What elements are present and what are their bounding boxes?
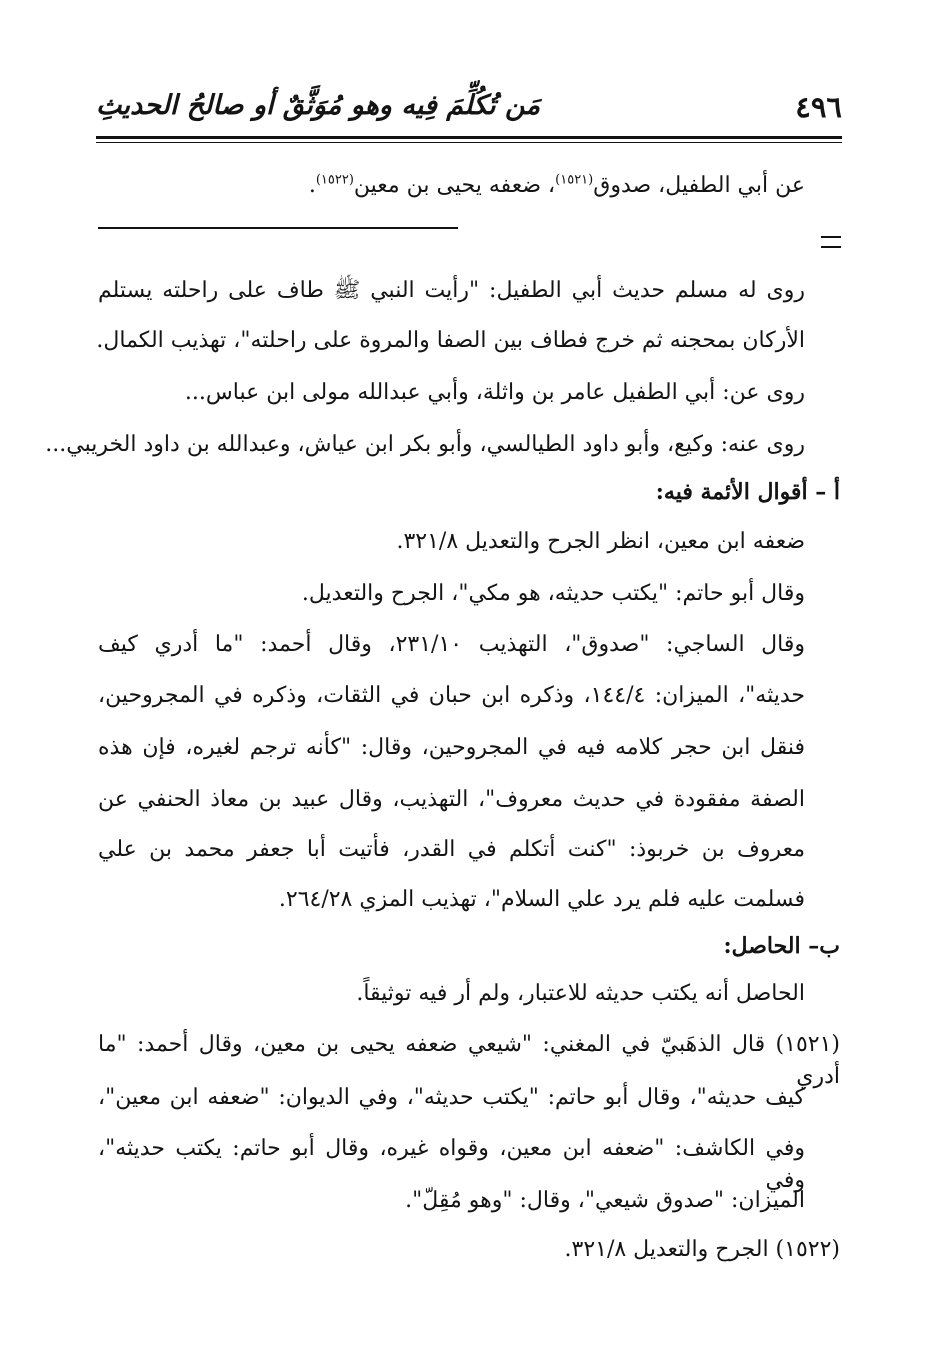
- body-line: الأركان بمحجنه ثم خرج فطاف بين الصفا والمروة على راحلته"، تهذيب الكمال.: [96, 328, 805, 353]
- body-line: وقال أبو حاتم: "يكتب حديثه، هو مكي"، الجرح والتعديل.: [301, 581, 805, 606]
- footnote-line: وفي الكاشف: "ضعفه ابن معين، وقواه غيره، وقال أبو حاتم: يكتب حديثه"، وفي: [98, 1136, 805, 1193]
- body-line: فنقل ابن حجر كلامه فيه في المجروحين، وقال: "كأنه ترجم لغيره، فإن هذه: [98, 735, 805, 760]
- running-title: مَن تُكُلِّمَ فِيه وهو مُوَثَّقٌ أو صالحُ الحديثِ: [96, 90, 541, 121]
- intro-line: [98, 170, 805, 202]
- footnote-ref[interactable]: (١٥٢١): [555, 172, 594, 188]
- separator-rule: [98, 227, 458, 229]
- page-number: ٤٩٦: [795, 90, 842, 124]
- body-line: روى عنه: وكيع، وأبو داود الطيالسي، وأبو بكر ابن عياش، وعبدالله بن داود الخريبي...: [45, 432, 805, 457]
- intro-text: .: [308, 173, 316, 198]
- body-line: معروف بن خربوذ: "كنت أتكلم في القدر، فأتيت أبا جعفر محمد بن علي: [98, 837, 805, 862]
- body-line: روى عن: أبي الطفيل عامر بن واثلة، وأبي عبدالله مولى ابن عباس...: [184, 380, 805, 405]
- section-heading: أ – أقوال الأئمة فيه:: [655, 479, 840, 505]
- intro-text: ، ضعفه يحيى بن معين: [353, 173, 556, 198]
- header-rule: [96, 136, 842, 139]
- body-line: وقال الساجي: "صدوق"، التهذيب ٢٣١/١٠، وقال أحمد: "ما أدري كيف: [98, 632, 805, 657]
- body-line: الصفة مفقودة في حديث معروف"، التهذيب، وقال عبيد بن معاذ الحنفي عن: [98, 787, 805, 812]
- body-line: حديثه"، الميزان: ١٤٤/٤، وذكره ابن حبان في الثقات، وذكره في المجروحين،: [98, 683, 805, 708]
- body-line: روى له مسلم حديث أبي الطفيل: "رأيت النبي ﷺ طاف على راحلته يستلم: [98, 278, 805, 303]
- footnote-ref[interactable]: (١٥٢٢): [315, 172, 354, 188]
- footnote-line: (١٥٢١) قال الذهَبيّ في المغني: "شيعي ضعفه يحيى بن معين، وقال أحمد: "ما أدري: [98, 1032, 840, 1089]
- continuation-mark: [821, 236, 841, 248]
- footnote-line: (١٥٢٢) الجرح والتعديل ٣٢١/٨.: [564, 1237, 840, 1262]
- footnote-line: كيف حديثه"، وقال أبو حاتم: "يكتب حديثه"، وفي الديوان: "ضعفه ابن معين"،: [98, 1085, 805, 1110]
- page-header: [96, 88, 842, 132]
- footnote-line: الميزان: "صدوق شيعي"، وقال: "وهو مُقِلّ".: [405, 1188, 805, 1213]
- section-heading: ب– الحاصل:: [723, 933, 840, 959]
- body-line: فسلمت عليه فلم يرد علي السلام"، تهذيب المزي ٢٦٤/٢٨.: [278, 887, 805, 912]
- body-line: الحاصل أنه يكتب حديثه للاعتبار، ولم أر فيه توثيقاً.: [356, 981, 805, 1006]
- header-rule-thin: [96, 142, 842, 143]
- intro-text: عن أبي الطفيل، صدوق: [593, 173, 805, 198]
- body-line: ضعفه ابن معين، انظر الجرح والتعديل ٣٢١/٨.: [396, 529, 805, 554]
